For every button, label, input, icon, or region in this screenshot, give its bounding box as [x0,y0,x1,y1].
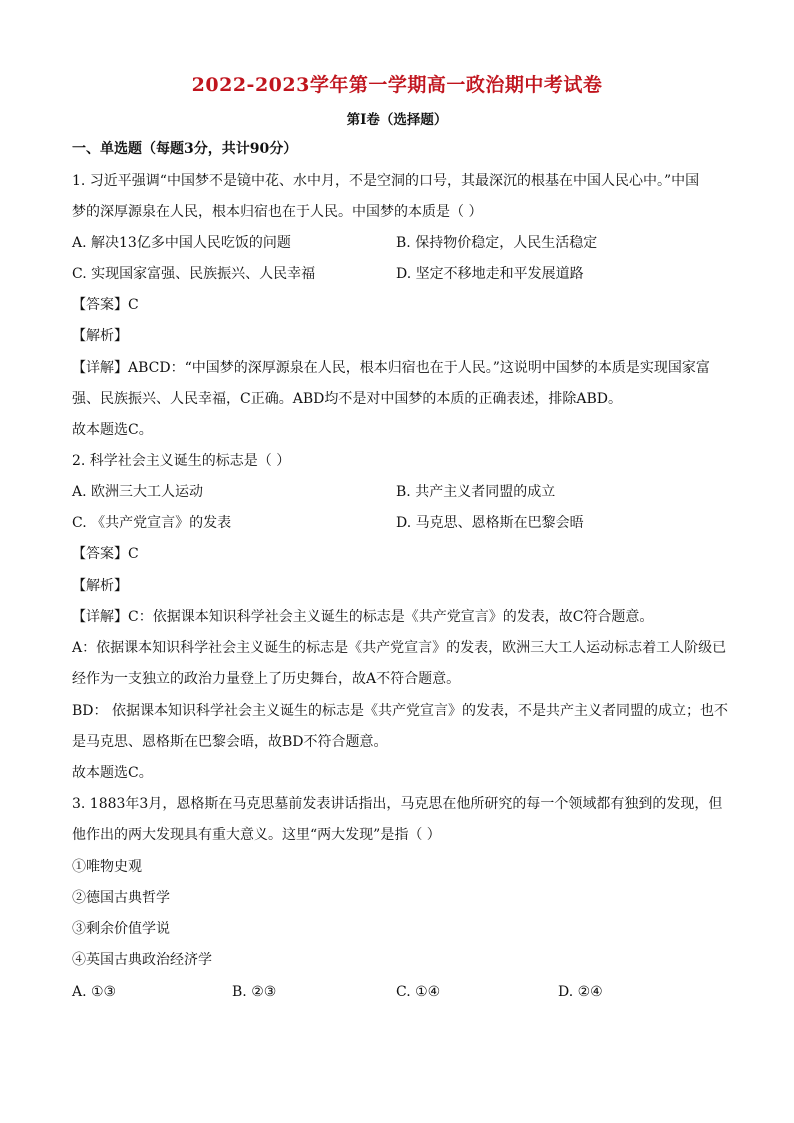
q2-analysis-label: 【解析】 [72,578,128,594]
q1-detail-line2: 强、民族振兴、人民幸福，C正确。ABD均不是对中国梦的本质的正确表述，排除ABD。 [72,391,622,407]
q3-stem-line1: 3. 1883年3月，恩格斯在马克思墓前发表讲话指出，马克思在他所研究的每一个领域都有独到的发现，但 [72,796,723,812]
q2-detail-line3: 经作为一支独立的政治力量登上了历史舞台，故A不符合题意。 [72,671,461,687]
q1-stem-line1: 1. 习近平强调“中国梦不是镜中花、水中月，不是空洞的口号，其最深沉的根基在中国人民心中。”中国 [72,173,700,189]
q2-stem: 2. 科学社会主义诞生的标志是（ ） [72,453,291,469]
q3-option-b: B. ②③ [232,984,277,1000]
q3-stem-line2: 他作出的两大发现具有重大意义。这里“两大发现”是指（ ） [72,827,441,843]
q2-option-b: B. 共产主义者同盟的成立 [396,484,556,500]
q3-item4: ④英国古典政治经济学 [72,952,212,968]
q1-option-d: D. 坚定不移地走和平发展道路 [396,266,584,282]
q1-conclusion: 故本题选C。 [72,422,153,438]
q1-option-a: A. 解决13亿多中国人民吃饭的问题 [72,235,291,251]
q1-analysis-label: 【解析】 [72,328,128,344]
q2-detail-line4: BD： 依据课本知识科学社会主义诞生的标志是《共产党宣言》的发表，不是共产主义者同盟的成立；也不 [72,703,728,719]
q1-detail-line1: 【详解】ABCD：“中国梦的深厚源泉在人民，根本归宿也在于人民。”这说明中国梦的本质是实现国家富 [72,360,710,376]
q1-stem-line2: 梦的深厚源泉在人民，根本归宿也在于人民。中国梦的本质是（ ） [72,204,483,220]
q2-option-a: A. 欧洲三大工人运动 [72,484,204,500]
exam-title: 2022-2023学年第一学期高一政治期中考试卷 [191,74,603,96]
q3-option-a: A. ①③ [72,984,117,1000]
q2-answer: 【答案】C [72,546,139,562]
section-heading: 一、单选题（每题3分，共计90分） [72,141,298,157]
q1-option-b: B. 保持物价稳定，人民生活稳定 [396,235,598,251]
q1-option-c: C. 实现国家富强、民族振兴、人民幸福 [72,266,316,282]
q3-item3: ③剩余价值学说 [72,921,170,937]
q2-option-c: C. 《共产党宣言》的发表 [72,515,232,531]
q1-answer: 【答案】C [72,297,139,313]
q2-detail-line1: 【详解】C：依据课本知识科学社会主义诞生的标志是《共产党宣言》的发表，故C符合题意。 [72,609,654,625]
q2-detail-line2: A：依据课本知识科学社会主义诞生的标志是《共产党宣言》的发表，欧洲三大工人运动标志着工人阶级已 [72,640,727,656]
q3-option-d: D. ②④ [558,984,603,1000]
q2-detail-line5: 是马克思、恩格斯在巴黎会晤，故BD不符合题意。 [72,734,388,750]
q3-item2: ②德国古典哲学 [72,890,170,906]
q3-item1: ①唯物史观 [72,859,142,875]
section-volume-title: 第I卷（选择题） [346,112,448,128]
q2-conclusion: 故本题选C。 [72,765,153,781]
q3-option-c: C. ①④ [396,984,441,1000]
q2-option-d: D. 马克思、恩格斯在巴黎会晤 [396,515,584,531]
